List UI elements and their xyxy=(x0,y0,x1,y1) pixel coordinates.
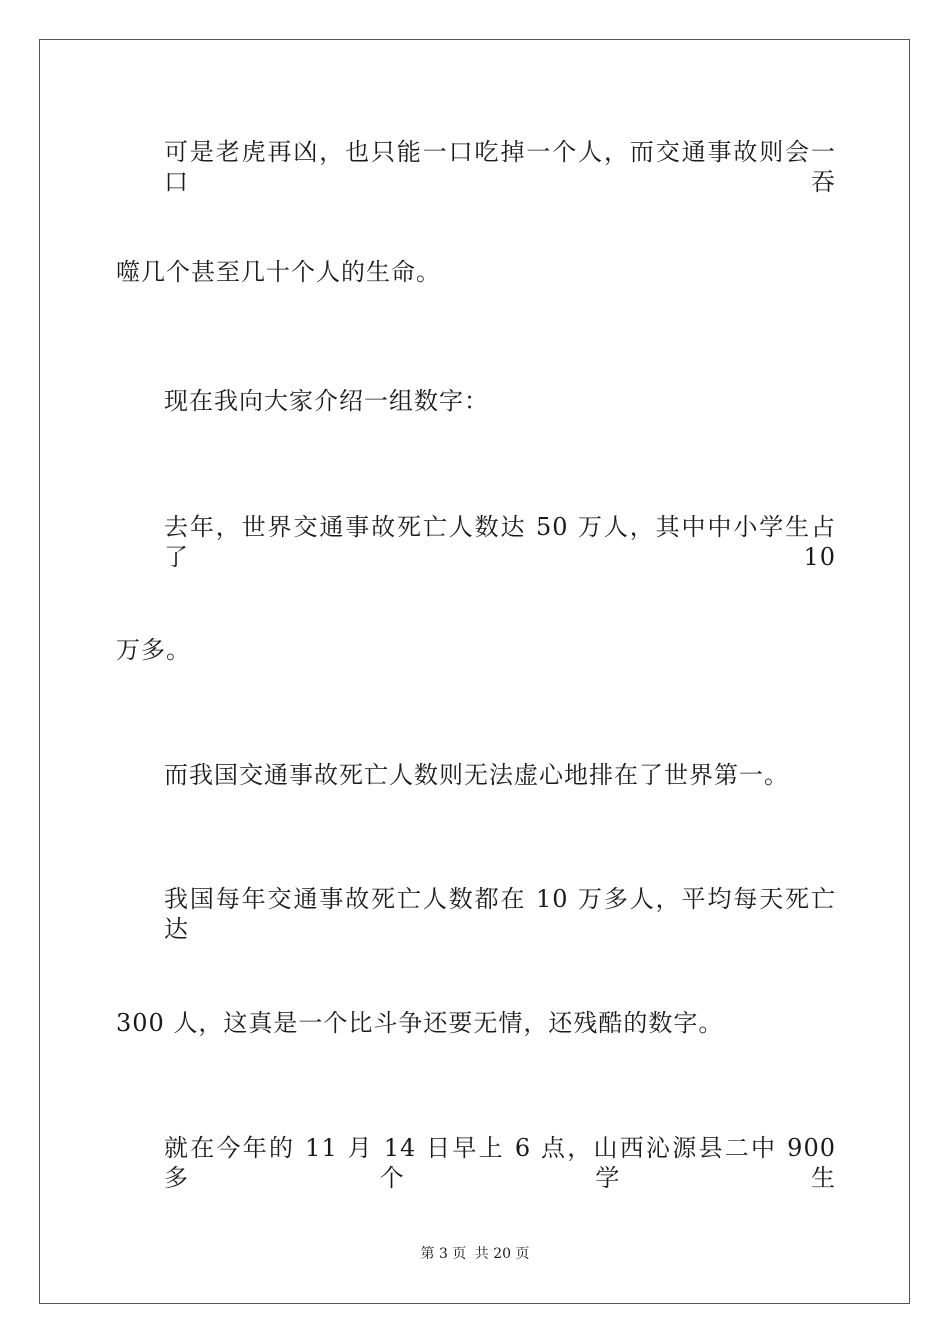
page-border xyxy=(39,39,910,1304)
paragraph-5-line-1: 我国每年交通事故死亡人数都在 10 万多人，平均每天死亡达 xyxy=(164,885,836,943)
paragraph-5-line-2: 300 人，这真是一个比斗争还要无情，还残酷的数字。 xyxy=(116,1009,724,1037)
total-pages-label: 共 20 页 xyxy=(474,1246,530,1262)
page-footer xyxy=(0,1245,950,1263)
paragraph-6-line-1: 就在今年的 11 月 14 日早上 6 点，山西沁源县二中 900 多个学生 xyxy=(164,1134,836,1192)
current-page-label: 第 3 页 xyxy=(420,1246,467,1262)
paragraph-3-line-1: 去年，世界交通事故死亡人数达 50 万人，其中中小学生占了 10 xyxy=(164,513,836,571)
paragraph-4-line-1: 而我国交通事故死亡人数则无法虚心地排在了世界第一。 xyxy=(164,761,789,789)
paragraph-1-line-1: 可是老虎再凶，也只能一口吃掉一个人，而交通事故则会一口吞 xyxy=(164,138,836,196)
paragraph-3-line-2: 万多。 xyxy=(116,636,191,664)
paragraph-2-line-1: 现在我向大家介绍一组数字： xyxy=(164,387,489,415)
paragraph-1-line-2: 噬几个甚至几十个人的生命。 xyxy=(116,258,441,286)
